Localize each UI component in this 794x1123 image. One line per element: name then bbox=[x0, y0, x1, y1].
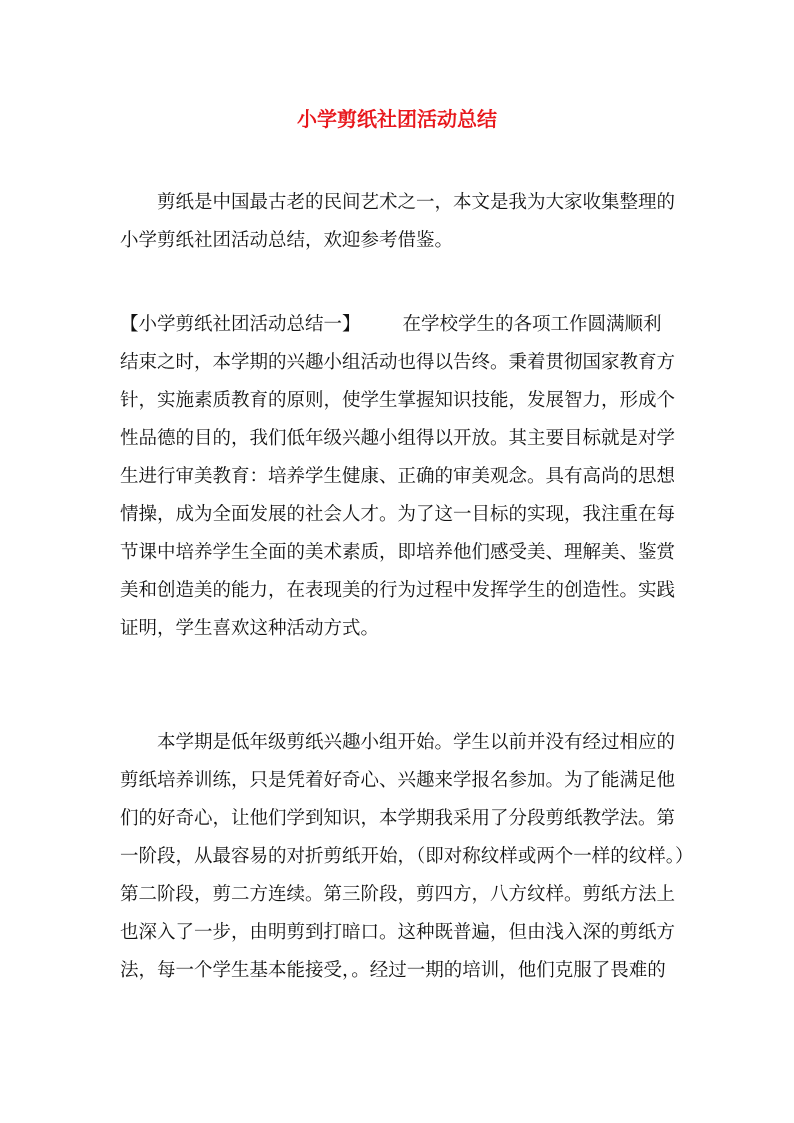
paragraph-line: 法，每一个学生基本能接受，。经过一期的培训，他们克服了畏难的 bbox=[120, 960, 666, 981]
paragraph-line: 剪纸培养训练，只是凭着好奇心、兴趣来学报名参加。为了能满足他 bbox=[120, 770, 676, 791]
section-heading: 【小学剪纸社团活动总结一】 bbox=[120, 314, 361, 335]
paragraph-first-line bbox=[120, 306, 680, 344]
paragraph-line: 一阶段，从最容易的对折剪纸开始，（即对称纹样或两个一样的纹样。） bbox=[120, 846, 694, 867]
paragraph-line: 小学剪纸社团活动总结，欢迎参考借鉴。 bbox=[120, 230, 454, 251]
paragraph-line: 情操，成为全面发展的社会人才。为了这一目标的实现，我注重在每 bbox=[120, 504, 676, 525]
paragraph-line: 剪纸是中国最古老的民间艺术之一，本文是我为大家收集整理的 bbox=[120, 192, 676, 213]
paragraph-summary-one bbox=[120, 306, 680, 648]
paragraph-line: 在学校学生的各项工作圆满顺利 bbox=[402, 314, 662, 335]
paragraph-line: 生进行审美教育：培养学生健康、正确的审美观念。具有高尚的思想 bbox=[120, 466, 676, 487]
paragraph-line: 证明，学生喜欢这种活动方式。 bbox=[120, 618, 380, 639]
paragraph-line: 也深入了一步，由明剪到打暗口。这种既普遍，但由浅入深的剪纸方 bbox=[120, 922, 676, 943]
paragraph-semester bbox=[120, 724, 694, 990]
paragraph-line: 节课中培养学生全面的美术素质，即培养他们感受美、理解美、鉴赏 bbox=[120, 542, 676, 563]
paragraph-line: 们的好奇心，让他们学到知识，本学期我采用了分段剪纸教学法。第 bbox=[120, 808, 676, 829]
document-title: 小学剪纸社团活动总结 bbox=[297, 107, 497, 131]
paragraph-line: 性品德的目的，我们低年级兴趣小组得以开放。其主要目标就是对学 bbox=[120, 428, 676, 449]
paragraph-line: 针，实施素质教育的原则，使学生掌握知识技能，发展智力，形成个 bbox=[120, 390, 676, 411]
paragraph-line: 美和创造美的能力，在表现美的行为过程中发挥学生的创造性。实践 bbox=[120, 580, 676, 601]
paragraph-line: 本学期是低年级剪纸兴趣小组开始。学生以前并没有经过相应的 bbox=[120, 732, 676, 753]
paragraph-intro bbox=[120, 184, 680, 260]
paragraph-line: 结束之时，本学期的兴趣小组活动也得以告终。秉着贯彻国家教育方 bbox=[120, 352, 676, 373]
paragraph-line: 第二阶段，剪二方连续。第三阶段，剪四方，八方纹样。剪纸方法上 bbox=[120, 884, 676, 905]
